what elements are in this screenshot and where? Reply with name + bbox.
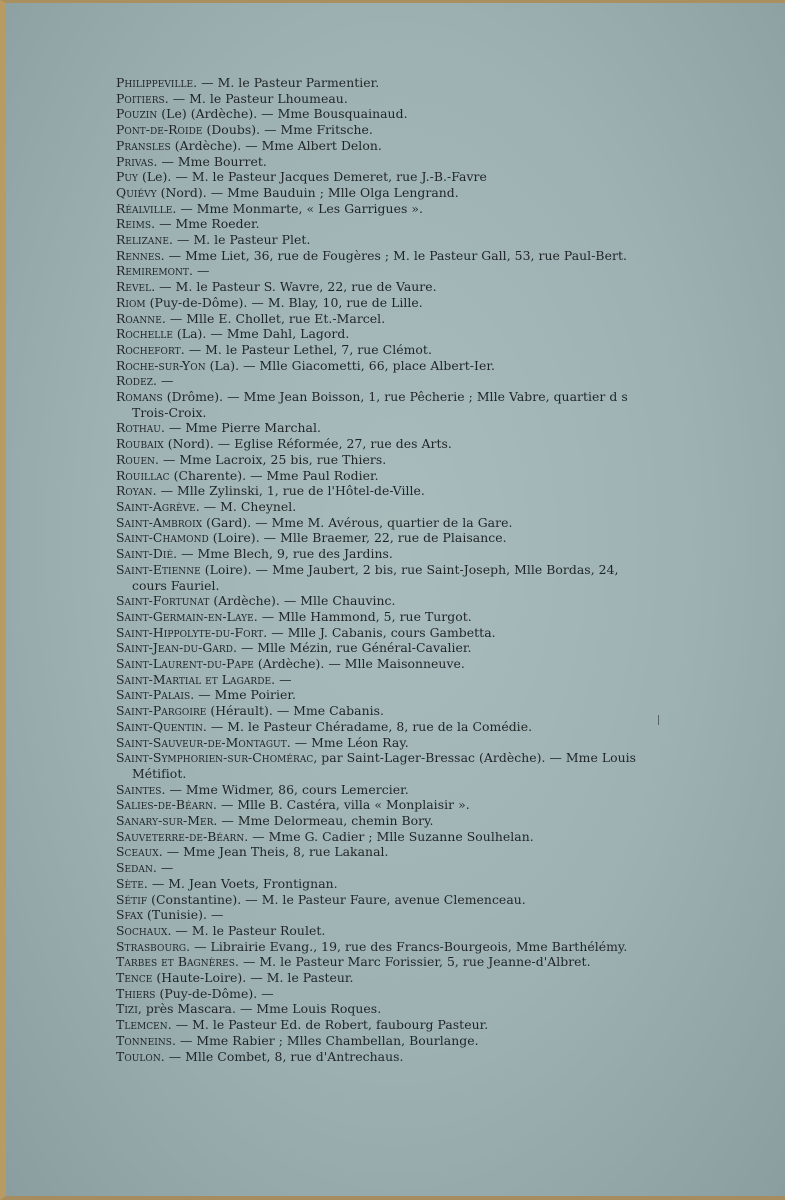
place-name: Saint-Chamond xyxy=(116,530,209,546)
list-item xyxy=(116,782,646,798)
place-name: Philippeville. xyxy=(116,75,198,90)
list-item xyxy=(116,562,646,593)
place-name: Saint-Dié. xyxy=(116,546,178,562)
list-item xyxy=(116,923,646,939)
place-name: Toulon. xyxy=(116,1048,165,1064)
place-name: Strasbourg. xyxy=(116,938,191,954)
list-item xyxy=(116,892,646,908)
list-item xyxy=(116,672,646,688)
place-name: Saint-Jean-du-Gard. xyxy=(116,640,237,656)
place-name: Saint-Germain-en-Laye. xyxy=(116,608,258,624)
entry-details: — M. le Pasteur Roulet. xyxy=(171,922,326,938)
place-name: Saint-Quentin. xyxy=(116,718,207,734)
entry-details: — Mlle Hammond, 5, rue Turgot. xyxy=(257,608,472,624)
list-item xyxy=(116,907,646,923)
list-item xyxy=(116,844,646,860)
entry-details: — M. Jean Voets, Frontignan. xyxy=(147,875,338,891)
place-name: Rennes. xyxy=(116,247,165,263)
place-name: Saint-Martial et Lagarde. xyxy=(116,671,276,687)
place-name: Tlemcen. xyxy=(116,1017,172,1033)
entry-details: — Mme Lacroix, 25 bis, rue Thiers. xyxy=(158,451,387,467)
place-name: Saint-Hippolyte-du-Fort. xyxy=(116,624,268,640)
entry-details: (Le) (Ardèche). — Mme Bousquainaud. xyxy=(157,106,408,122)
list-item xyxy=(116,201,646,217)
entry-details: — Mme Delormeau, chemin Bory. xyxy=(217,813,434,829)
entry-details: — Mme Poirier. xyxy=(194,687,296,703)
entry-details: — Mlle Mézin, rue Général-Cavalier. xyxy=(236,640,472,656)
place-name: Poitiers. xyxy=(116,90,169,106)
place-name: Romans xyxy=(116,389,163,405)
list-item xyxy=(116,326,646,342)
entry-details: — M. le Pasteur Marc Forissier, 5, rue Jeanne-d'Albret. xyxy=(238,954,591,970)
entry-details: — xyxy=(156,860,174,876)
entry-details: (Doubs). — Mme Fritsche. xyxy=(202,122,373,138)
place-name: Pouzin xyxy=(116,106,158,122)
place-name: Rouen. xyxy=(116,451,159,467)
list-item xyxy=(116,263,646,279)
entry-details: (Puy-de-Dôme). — xyxy=(155,985,274,1001)
list-item xyxy=(116,483,646,499)
list-item xyxy=(116,138,646,154)
entry-details: — M. le Pasteur Parmentier. xyxy=(197,75,380,90)
place-name: Royan. xyxy=(116,483,157,499)
list-item xyxy=(116,122,646,138)
entry-details: — xyxy=(157,373,174,389)
entry-details: — M. le Pasteur Lhoumeau. xyxy=(168,90,348,106)
entry-details: (Loire). — Mlle Braemer, 22, rue de Plaisance. xyxy=(208,530,507,546)
list-item xyxy=(116,1049,646,1065)
place-name: Rouillac xyxy=(116,467,170,483)
place-name: Roanne. xyxy=(116,310,166,326)
list-item xyxy=(116,829,646,845)
list-item xyxy=(116,358,646,374)
entry-details: (Hérault). — Mme Cabanis. xyxy=(206,703,385,719)
entry-details: par Saint-Lager-Bressac (Ardèche). — Mme Louis Métifiot. xyxy=(132,750,637,781)
entry-details: — Mme Léon Ray. xyxy=(290,734,409,750)
entry-details: (Loire). — Mme Jaubert, 2 bis, rue Saint-Joseph, Mlle Bordas, 24, cours Fauriel. xyxy=(132,561,619,593)
list-item xyxy=(116,640,646,656)
place-name: Tonneins. xyxy=(116,1032,176,1048)
place-name: Saint-Agrève. xyxy=(116,498,200,514)
address-list xyxy=(116,75,646,1064)
place-name: Rochelle xyxy=(116,326,173,342)
list-item xyxy=(116,468,646,484)
entry-details: — Mme G. Cadier ; Mlle Suzanne Soulhelan. xyxy=(248,828,534,844)
entry-details: (La). — Mlle Giacometti, 66, place Albert-Ier. xyxy=(205,357,495,373)
entry-details: (Haute-Loire). — M. le Pasteur. xyxy=(152,970,354,986)
list-item xyxy=(116,373,646,389)
entry-details: — M. le Pasteur S. Wavre, 22, rue de Vaure. xyxy=(155,279,437,295)
entry-details: — Mme Widmer, 86, cours Lemercier. xyxy=(165,781,409,797)
entry-details: (Nord). — Eglise Réformée, 27, rue des Arts. xyxy=(163,436,452,452)
list-item xyxy=(116,609,646,625)
place-name: Sedan. xyxy=(116,860,157,876)
entry-details: (Puy-de-Dôme). — M. Blay, 10, rue de Lille. xyxy=(145,294,423,310)
place-name: Tence xyxy=(116,970,153,986)
list-item xyxy=(116,703,646,719)
entry-details: — Mme Pierre Marchal. xyxy=(164,420,321,436)
list-item xyxy=(116,1001,646,1017)
list-item xyxy=(116,876,646,892)
place-name: Sfax xyxy=(116,907,144,923)
list-item xyxy=(116,499,646,515)
entry-details: (Charente). — Mme Paul Rodier. xyxy=(169,467,379,483)
entry-details: — xyxy=(275,671,292,687)
place-name: Saint-Laurent-du-Pape xyxy=(116,656,254,672)
entry-details: (Gard). — Mme M. Avérous, quartier de la Gare. xyxy=(202,514,513,530)
list-item xyxy=(116,656,646,672)
place-name: Remiremont. xyxy=(116,263,193,279)
entry-details: — Mlle E. Chollet, rue Et.-Marcel. xyxy=(165,310,386,326)
list-item xyxy=(116,232,646,248)
entry-details: — M. le Pasteur Ed. de Robert, faubourg Pasteur. xyxy=(171,1017,489,1033)
place-name: Saint-Fortunat xyxy=(116,593,210,609)
entry-details: — M. le Pasteur Chéradame, 8, rue de la Comédie. xyxy=(206,718,533,734)
list-item xyxy=(116,75,646,91)
place-name: Tarbes et Bagnères. xyxy=(116,954,239,970)
entry-details: (Le). — M. le Pasteur Jacques Demeret, rue J.-B.-Favre xyxy=(138,169,487,185)
entry-details: (Ardèche). — Mlle Maisonneuve. xyxy=(253,656,465,672)
list-item xyxy=(116,342,646,358)
place-name: Saint-Ambroix xyxy=(116,514,203,530)
list-item xyxy=(116,515,646,531)
place-name: Sauveterre-de-Béarn. xyxy=(116,828,249,844)
entry-details: — xyxy=(192,263,210,279)
place-name: Sanary-sur-Mer. xyxy=(116,813,218,829)
place-name: Relizane. xyxy=(116,232,174,248)
list-item xyxy=(116,986,646,1002)
place-name: Saint-Etienne xyxy=(116,561,201,577)
list-item xyxy=(116,216,646,232)
place-name: Sceaux. xyxy=(116,844,163,860)
paper-mark xyxy=(658,715,659,725)
entry-details: (Drôme). — Mme Jean Boisson, 1, rue Pêcherie ; Mlle Vabre, quartier d s Trois-Croix. xyxy=(132,389,628,420)
entry-details: (La). — Mme Dahl, Lagord. xyxy=(172,326,350,342)
place-name: Sète. xyxy=(116,875,148,891)
list-item xyxy=(116,1017,646,1033)
place-name: Saint-Pargoire xyxy=(116,703,207,719)
list-item xyxy=(116,185,646,201)
place-name: Saint-Sauveur-de-Montagut. xyxy=(116,734,291,750)
entry-details: (Tunisie). — xyxy=(143,907,224,923)
list-item xyxy=(116,530,646,546)
list-item xyxy=(116,593,646,609)
place-name: Rothau. xyxy=(116,420,165,436)
place-name: Revel. xyxy=(116,279,156,295)
place-name: Saint-Palais. xyxy=(116,687,195,703)
list-item xyxy=(116,750,646,781)
list-item xyxy=(116,169,646,185)
list-item xyxy=(116,735,646,751)
place-name: Saintes. xyxy=(116,781,166,797)
entry-details: — Mme Roeder. xyxy=(155,216,260,232)
entry-details: — Mme Liet, 36, rue de Fougères ; M. le Pasteur Gall, 53, rue Paul-Bert. xyxy=(164,247,627,263)
entry-details: — M. le Pasteur Lethel, 7, rue Clémot. xyxy=(184,341,432,357)
list-item xyxy=(116,311,646,327)
place-name: Thiers xyxy=(116,985,156,1001)
place-name: Pransles xyxy=(116,137,171,153)
list-item xyxy=(116,248,646,264)
list-item xyxy=(116,452,646,468)
list-item xyxy=(116,939,646,955)
list-item xyxy=(116,279,646,295)
place-name: Privas. xyxy=(116,153,158,169)
place-name: Rodez. xyxy=(116,373,157,389)
place-name: Quiévy xyxy=(116,184,157,200)
entry-details: (Ardèche). — Mlle Chauvinc. xyxy=(209,593,396,609)
list-item xyxy=(116,813,646,829)
list-item xyxy=(116,436,646,452)
entry-details: (Nord). — Mme Bauduin ; Mlle Olga Lengrand. xyxy=(156,184,459,200)
list-item xyxy=(116,954,646,970)
entry-details: (Constantine). — M. le Pasteur Faure, avenue Clemenceau. xyxy=(147,891,526,907)
list-item xyxy=(116,154,646,170)
list-item xyxy=(116,420,646,436)
place-name: Pont-de-Roide xyxy=(116,122,203,138)
place-name: Riom xyxy=(116,294,146,310)
place-name: Salies-de-Béarn. xyxy=(116,797,217,813)
list-item xyxy=(116,546,646,562)
place-name: Puy xyxy=(116,169,139,185)
entry-details: — Mme Jean Theis, 8, rue Lakanal. xyxy=(162,844,389,860)
entry-details: — M. le Pasteur Plet. xyxy=(173,232,311,248)
place-name: Saint-Symphorien-sur-Chomérac, xyxy=(116,750,318,766)
list-item xyxy=(116,970,646,986)
entry-details: — Mme Bourret. xyxy=(157,153,267,169)
list-item xyxy=(116,687,646,703)
entry-details: (Ardèche). — Mme Albert Delon. xyxy=(170,137,382,153)
list-item xyxy=(116,91,646,107)
list-item xyxy=(116,797,646,813)
place-name: Roubaix xyxy=(116,436,164,452)
entry-details: près Mascara. — Mme Louis Roques. xyxy=(141,1001,382,1017)
list-item xyxy=(116,719,646,735)
entry-details: — Mlle Zylinski, 1, rue de l'Hôtel-de-Ville. xyxy=(156,483,425,499)
list-item xyxy=(116,625,646,641)
entry-details: — Mlle B. Castéra, villa « Monplaisir ». xyxy=(216,797,470,813)
list-item xyxy=(116,295,646,311)
place-name: Reims. xyxy=(116,216,156,232)
list-item xyxy=(116,860,646,876)
place-name: Réalville. xyxy=(116,200,177,216)
place-name: Sétif xyxy=(116,891,148,907)
place-name: Sochaux. xyxy=(116,922,172,938)
list-item xyxy=(116,389,646,420)
entry-details: — Mlle J. Cabanis, cours Gambetta. xyxy=(267,624,496,640)
entry-details: — Mlle Combet, 8, rue d'Antrechaus. xyxy=(164,1048,404,1064)
place-name: Rochefort. xyxy=(116,341,185,357)
entry-details: — M. Cheynel. xyxy=(199,498,297,514)
entry-details: — Mme Monmarte, « Les Garrigues ». xyxy=(176,200,423,216)
list-item xyxy=(116,106,646,122)
entry-details: — Mme Rabier ; Mlles Chambellan, Bourlange. xyxy=(175,1032,479,1048)
place-name: Tizi, xyxy=(116,1001,142,1017)
list-item xyxy=(116,1033,646,1049)
entry-details: — Mme Blech, 9, rue des Jardins. xyxy=(177,546,393,562)
entry-details: — Librairie Evang., 19, rue des Francs-Bourgeois, Mme Barthélémy. xyxy=(190,938,628,954)
place-name: Roche-sur-Yon xyxy=(116,357,206,373)
